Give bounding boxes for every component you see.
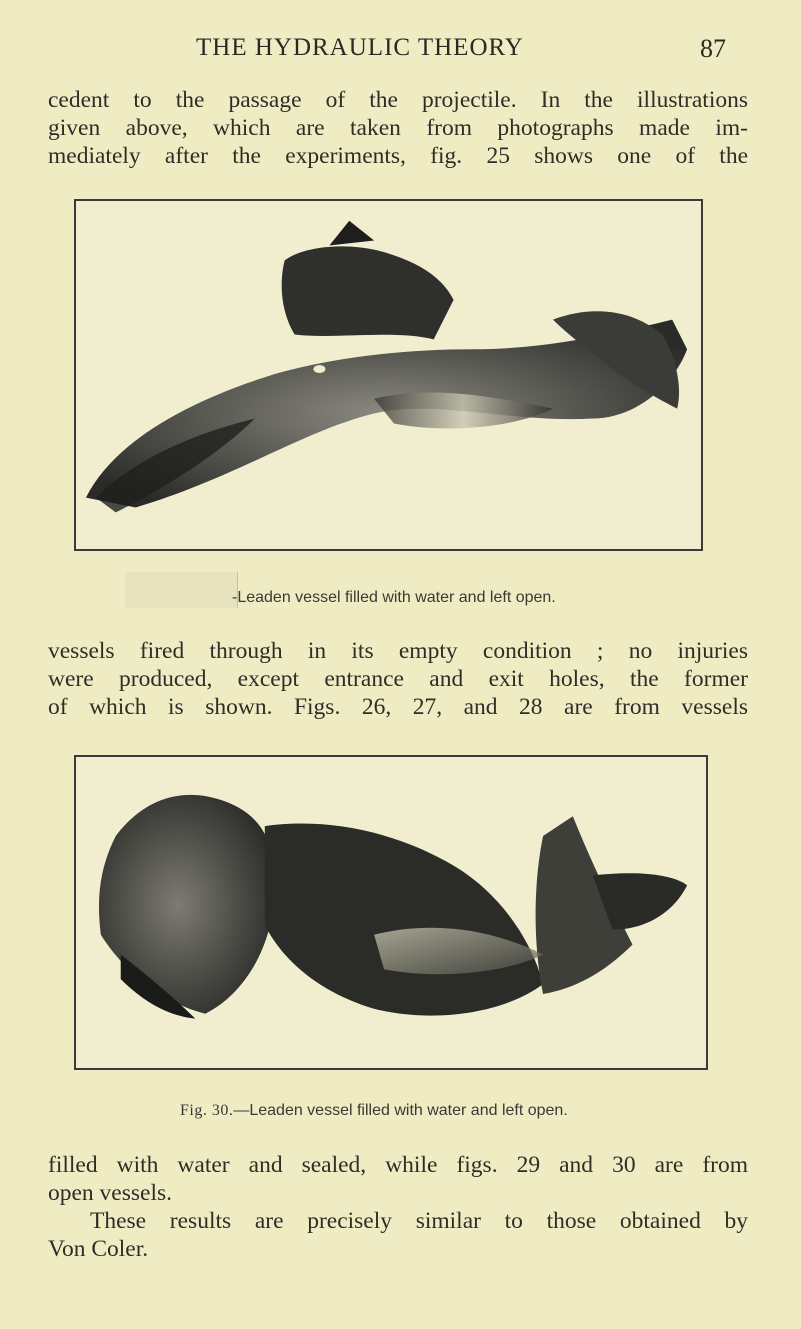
running-title: THE HYDRAULIC THEORY bbox=[196, 34, 524, 61]
figure-30-caption-text: —Leaden vessel filled with water and left open. bbox=[233, 1102, 568, 1119]
figure-30-photo bbox=[74, 755, 708, 1070]
caption-smudge bbox=[125, 572, 238, 608]
leaden-vessel-photo-1 bbox=[76, 201, 701, 549]
text-line: were produced, except entrance and exit holes, the former bbox=[48, 666, 748, 692]
page-number: 87 bbox=[700, 34, 726, 63]
figure-29-caption: -Leaden vessel filled with water and left open. bbox=[232, 589, 556, 606]
paragraph-2 bbox=[48, 637, 748, 721]
text-line: of which is shown. Figs. 26, 27, and 28 are from vessels bbox=[48, 694, 748, 720]
figure-30-caption bbox=[180, 1102, 568, 1120]
text-line: vessels fired through in its empty condition ; no injuries bbox=[48, 638, 748, 664]
figure-label: Fig. 30. bbox=[180, 1102, 234, 1119]
text-line: filled with water and sealed, while figs. 29 and 30 are from bbox=[48, 1152, 748, 1178]
leaden-vessel-photo-2 bbox=[76, 757, 706, 1068]
running-head bbox=[0, 34, 801, 74]
text-line: open vessels. bbox=[48, 1180, 173, 1206]
text-line: These results are precisely similar to those obtained by bbox=[90, 1208, 748, 1234]
paragraph-1 bbox=[48, 86, 748, 170]
figure-29-photo bbox=[74, 199, 703, 551]
text-line: mediately after the experiments, fig. 25 shows one of the bbox=[48, 143, 748, 169]
text-line: cedent to the passage of the projectile. In the illustrations bbox=[48, 87, 748, 113]
text-line: Von Coler. bbox=[48, 1236, 149, 1262]
paragraph-3 bbox=[48, 1151, 748, 1263]
text-line: given above, which are taken from photographs made im- bbox=[48, 115, 748, 141]
